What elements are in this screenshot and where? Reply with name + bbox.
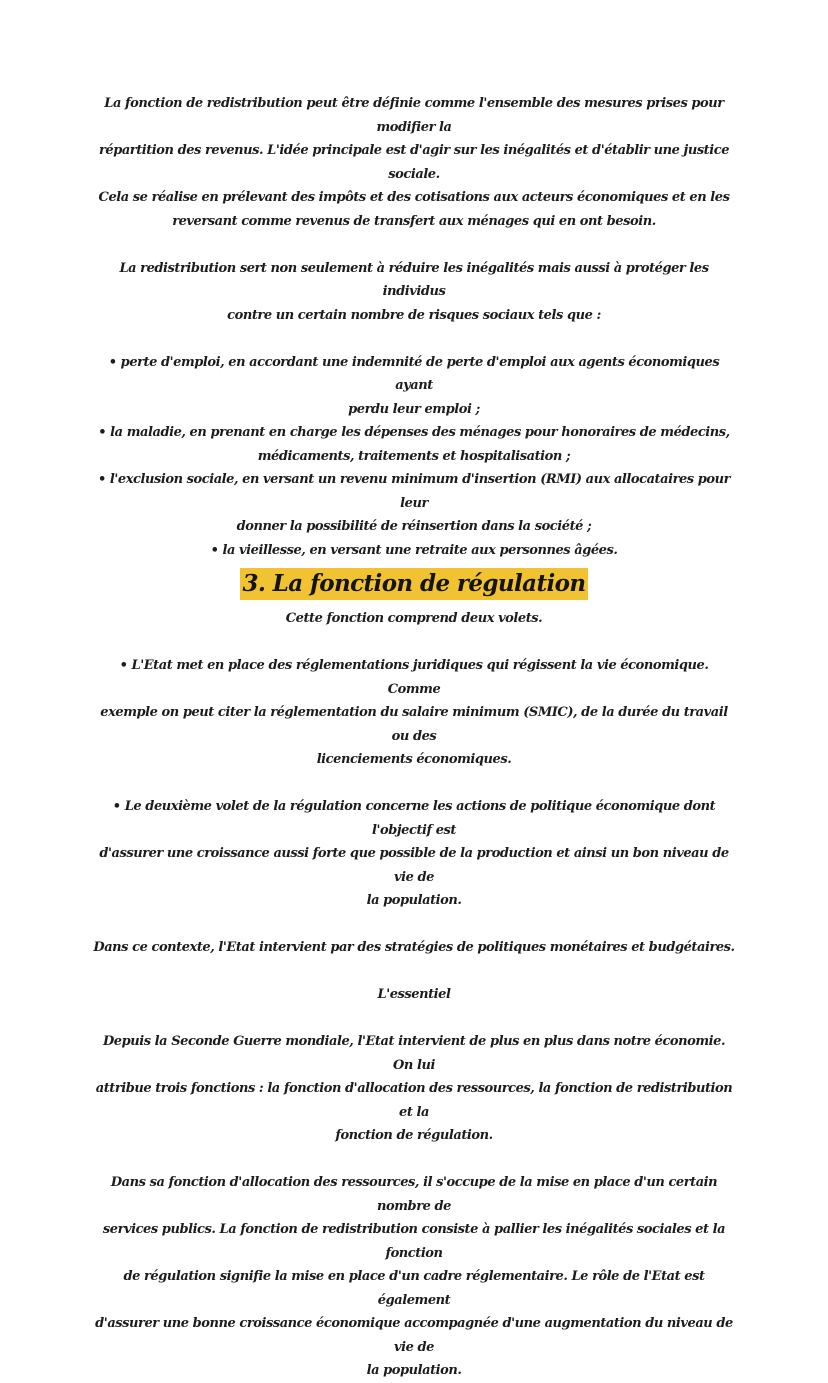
text-line: • L'Etat met en place des réglementations juridiques qui régissent la vie économique. Comme: [119, 658, 709, 697]
regulation-volet-1-paragraph: [92, 654, 736, 772]
text-line: La redistribution sert non seulement à réduire les inégalités mais aussi à protéger les individus: [119, 260, 709, 299]
risk-item-unemployment: • perte d'emploi, en accordant une indemnité de perte d'emploi aux agents économiques ayant: [108, 354, 720, 393]
paragraph-gap: [92, 1148, 736, 1172]
text-line: Depuis la Seconde Guerre mondiale, l'Etat intervient de plus en plus dans notre économie. On lui: [102, 1034, 726, 1073]
text-line: • Le deuxième volet de la régulation concerne les actions de politique économique dont l'objectif est: [112, 799, 716, 838]
text-line: Cela se réalise en prélevant des impôts et des cotisations aux acteurs économiques et en les: [98, 190, 730, 205]
paragraph-gap: [92, 960, 736, 984]
essentiel-title: L'essentiel: [377, 987, 451, 1002]
text-line: attribue trois fonctions : la fonction d'allocation des ressources, la fonction de redistribution et la: [95, 1081, 733, 1120]
paragraph-gap: [92, 913, 736, 937]
text-line: services publics. La fonction de redistribution consiste à pallier les inégalités sociales et la fonction: [102, 1222, 726, 1261]
paragraph-gap: [92, 631, 736, 655]
text-line: d'assurer une bonne croissance économique accompagnée d'une augmentation du niveau de vie de: [95, 1316, 733, 1355]
text-line: licenciements économiques.: [316, 752, 512, 767]
section-heading-regulation: 3. La fonction de régulation: [240, 568, 587, 600]
social-risks-list: [92, 351, 736, 563]
regulation-context-paragraph: Dans ce contexte, l'Etat intervient par des stratégies de politiques monétaires et budgétaires.: [93, 940, 735, 955]
text-line: perdu leur emploi ;: [348, 401, 480, 417]
redistribution-purpose-paragraph: [92, 257, 736, 328]
risk-item-exclusion: • l'exclusion sociale, en versant un revenu minimum d'insertion (RMI) aux allocataires pour leur: [97, 472, 731, 511]
text-line: la population.: [366, 893, 462, 908]
section-heading-container: [92, 568, 736, 605]
paragraph-gap: [92, 772, 736, 796]
text-line: répartition des revenus. L'idée principale est d'agir sur les inégalités et d'établir une justice sociale.: [98, 143, 730, 182]
regulation-subtitle: Cette fonction comprend deux volets.: [285, 611, 543, 626]
text-line: la population.: [366, 1363, 462, 1378]
text-line: fonction de régulation.: [335, 1128, 493, 1143]
text-line: reversant comme revenus de transfert aux ménages qui en ont besoin.: [172, 213, 656, 229]
text-line: médicaments, traitements et hospitalisation ;: [257, 448, 571, 464]
essentiel-summary-paragraph-1: [92, 1030, 736, 1148]
text-line: de régulation signifie la mise en place d'un cadre réglementaire. Le rôle de l'Etat est également: [123, 1269, 705, 1308]
text-line: exemple on peut citer la réglementation du salaire minimum (SMIC), de la durée du travail ou des: [100, 705, 728, 744]
essentiel-summary-paragraph-2: [92, 1171, 736, 1383]
text-line: contre un certain nombre de risques sociaux tels que :: [227, 307, 601, 323]
regulation-volet-2-paragraph: [92, 795, 736, 913]
paragraph-gap: [92, 1007, 736, 1031]
text-line: La fonction de redistribution peut être définie comme l'ensemble des mesures prises pour modifier la: [104, 96, 724, 135]
text-line: d'assurer une croissance aussi forte que possible de la production et ainsi un bon niveau de vie de: [99, 846, 729, 885]
paragraph-gap: [92, 327, 736, 351]
paragraph-gap: [92, 233, 736, 257]
risk-item-old-age: • la vieillesse, en versant une retraite aux personnes âgées.: [210, 542, 618, 558]
redistribution-definition-paragraph: [92, 92, 736, 233]
risk-item-illness: • la maladie, en prenant en charge les dépenses des ménages pour honoraires de médecins,: [98, 425, 730, 440]
text-line: Dans sa fonction d'allocation des ressources, il s'occupe de la mise en place d'un certain nombre de: [110, 1175, 718, 1214]
text-line: donner la possibilité de réinsertion dans la société ;: [236, 519, 592, 534]
